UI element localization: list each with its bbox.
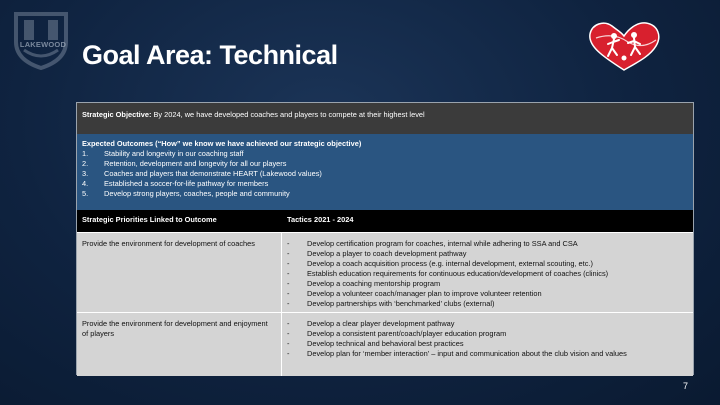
tactic-item [287, 299, 687, 309]
tactic-item [287, 279, 687, 289]
tactic-text: Develop a volunteer coach/manager plan to improve volunteer retention [307, 289, 542, 298]
outcome-number: 3. [82, 169, 89, 178]
outcome-text: Stability and longevity in our coaching staff [104, 149, 244, 158]
tactic-text: Develop technical and behavioral best practices [307, 339, 464, 348]
expected-outcomes-list [82, 149, 688, 199]
outcome-item [82, 149, 688, 159]
strategic-objective-row [77, 103, 693, 134]
tactics-list [287, 239, 687, 309]
tactic-item [287, 239, 687, 249]
club-crest-icon [10, 8, 72, 70]
page-number: 7 [683, 381, 689, 391]
heart-players-logo-icon [584, 18, 664, 74]
outcome-item [82, 169, 688, 179]
tactic-text: Develop plan for ‘member interaction’ – input and communication about the club vision and values [307, 349, 627, 358]
tactic-text: Develop a clear player development pathway [307, 319, 455, 328]
tactic-bullet: - [287, 319, 290, 328]
outcome-text: Develop strong players, coaches, people and community [104, 189, 290, 198]
tactic-item [287, 329, 687, 339]
tactic-item [287, 349, 687, 359]
tactic-item [287, 249, 687, 259]
tactics-list [287, 319, 687, 359]
priority-row-players [77, 312, 693, 376]
tactic-text: Develop certification program for coaches, internal while adhering to SSA and CSA [307, 239, 578, 248]
strategic-objective-label: Strategic Objective: [82, 110, 152, 119]
outcome-item [82, 159, 688, 169]
outcome-number: 5. [82, 189, 89, 198]
header-strategic-priorities: Strategic Priorities Linked to Outcome [82, 215, 217, 224]
priority-label: Provide the environment for development and enjoyment of players [82, 319, 268, 338]
outcome-text: Retention, development and longevity for all our players [104, 159, 287, 168]
tactic-bullet: - [287, 249, 290, 258]
tactic-text: Develop a coaching mentorship program [307, 279, 441, 288]
strategic-objective-text: By 2024, we have developed coaches and players to compete at their highest level [151, 110, 425, 119]
tactic-bullet: - [287, 279, 290, 288]
page-title: Goal Area: Technical [82, 40, 338, 70]
tactic-bullet: - [287, 299, 290, 308]
outcome-item [82, 179, 688, 189]
tactic-item [287, 269, 687, 279]
tactic-item [287, 339, 687, 349]
tactic-bullet: - [287, 289, 290, 298]
outcome-text: Established a soccer-for-life pathway for members [104, 179, 269, 188]
tactic-bullet: - [287, 329, 290, 338]
tactic-bullet: - [287, 349, 290, 358]
tactic-bullet: - [287, 269, 290, 278]
table-header-row [77, 210, 693, 232]
expected-outcomes-row [77, 134, 693, 210]
strategy-table [76, 102, 694, 375]
tactic-bullet: - [287, 259, 290, 268]
tactic-text: Develop a coach acquisition process (e.g. internal development, external scouting, etc.) [307, 259, 593, 268]
outcome-number: 1. [82, 149, 89, 158]
outcome-number: 2. [82, 159, 89, 168]
tactic-bullet: - [287, 239, 290, 248]
tactic-text: Develop a player to coach development pathway [307, 249, 467, 258]
column-divider [281, 313, 282, 376]
outcome-item [82, 189, 688, 199]
header-tactics: Tactics 2021 - 2024 [287, 215, 354, 224]
tactic-text: Develop a consistent parent/coach/player education program [307, 329, 507, 338]
priority-row-coaches [77, 232, 693, 312]
column-divider [281, 233, 282, 312]
outcome-text: Coaches and players that demonstrate HEART (Lakewood values) [104, 169, 322, 178]
tactic-bullet: - [287, 339, 290, 348]
tactic-item [287, 319, 687, 329]
tactic-item [287, 259, 687, 269]
tactic-item [287, 289, 687, 299]
tactic-text: Develop partnerships with ‘benchmarked’ clubs (external) [307, 299, 495, 308]
priority-label: Provide the environment for development of coaches [82, 239, 255, 248]
club-crest-text: LAKEWOOD [19, 40, 67, 49]
outcome-number: 4. [82, 179, 89, 188]
expected-outcomes-title: Expected Outcomes (“How” we know we have achieved our strategic objective) [82, 139, 362, 148]
tactic-text: Establish education requirements for continuous education/development of coaches (clinics) [307, 269, 609, 278]
